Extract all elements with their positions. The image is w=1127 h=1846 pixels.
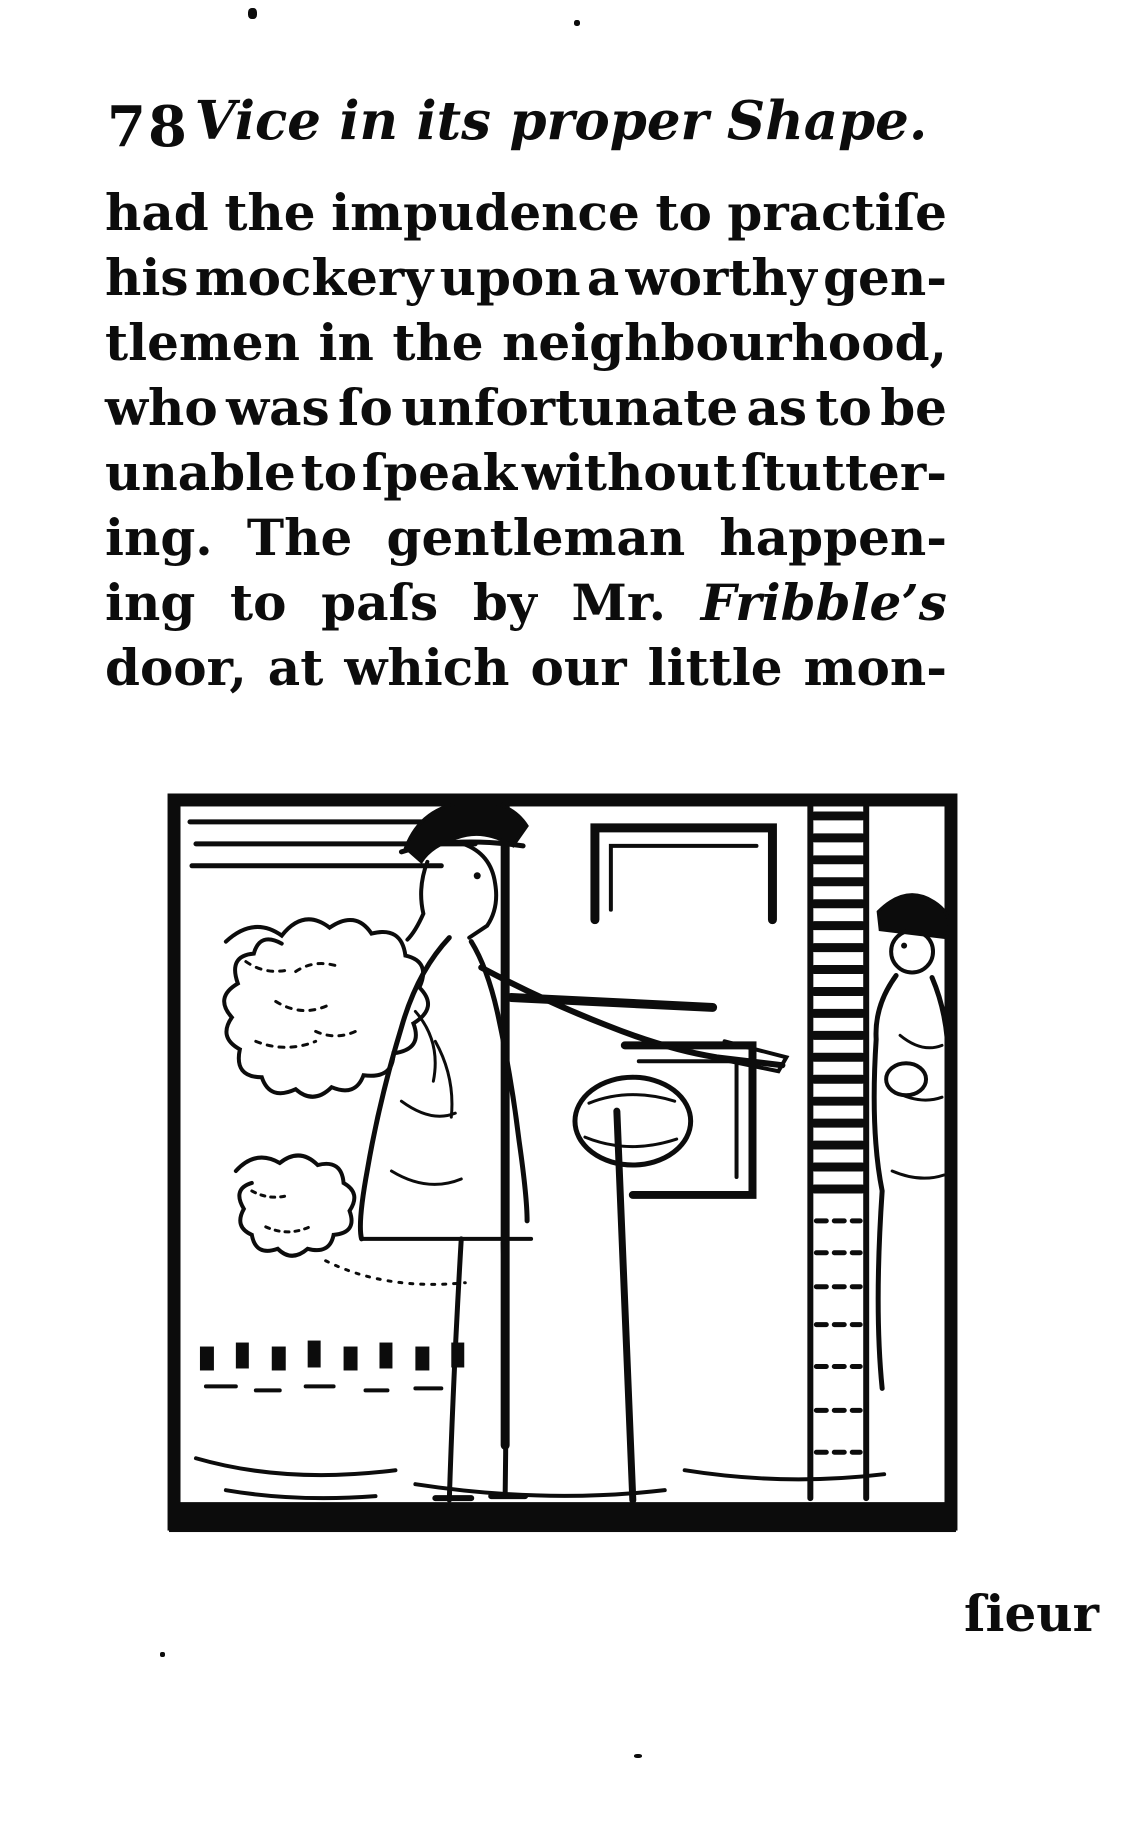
- ground-bar: [169, 1502, 956, 1532]
- ink-speck: [160, 1652, 165, 1657]
- bricks: [814, 816, 862, 1189]
- figure-gentleman: [874, 895, 953, 1455]
- ink-speck: [634, 1754, 642, 1758]
- window-frame-top: [595, 828, 773, 920]
- page-number: 78: [107, 94, 189, 160]
- catchword: ſieur: [963, 1584, 1099, 1643]
- text-line: ing. The gentleman happen-: [105, 508, 947, 567]
- text-line: door, at which our little mon-: [105, 638, 947, 697]
- ink-speck: [574, 20, 580, 26]
- body-text: [105, 180, 947, 700]
- text-line: who was ſo unfortunate as to be: [105, 378, 947, 437]
- panel-base-ticks: [200, 1341, 464, 1371]
- text-line: his mockery upon a worthy gen-: [105, 248, 947, 307]
- text-line: had the impudence to practiſe: [105, 183, 947, 242]
- text-line: ing to paſs by Mr. Fribble’s: [105, 573, 947, 632]
- running-title: Vice in its proper Shape.: [194, 90, 928, 152]
- text-line: tlemen in the neighbourhood,: [105, 313, 947, 372]
- page-header: [105, 90, 947, 168]
- woodcut-illustration: [165, 792, 960, 1550]
- figure-fribble: [360, 801, 786, 1500]
- woodcut-frame: [174, 800, 951, 1524]
- ink-speck: [248, 8, 257, 19]
- text-line: unable to ſpeak without ſtutter-: [105, 443, 947, 502]
- cane: [617, 1111, 633, 1500]
